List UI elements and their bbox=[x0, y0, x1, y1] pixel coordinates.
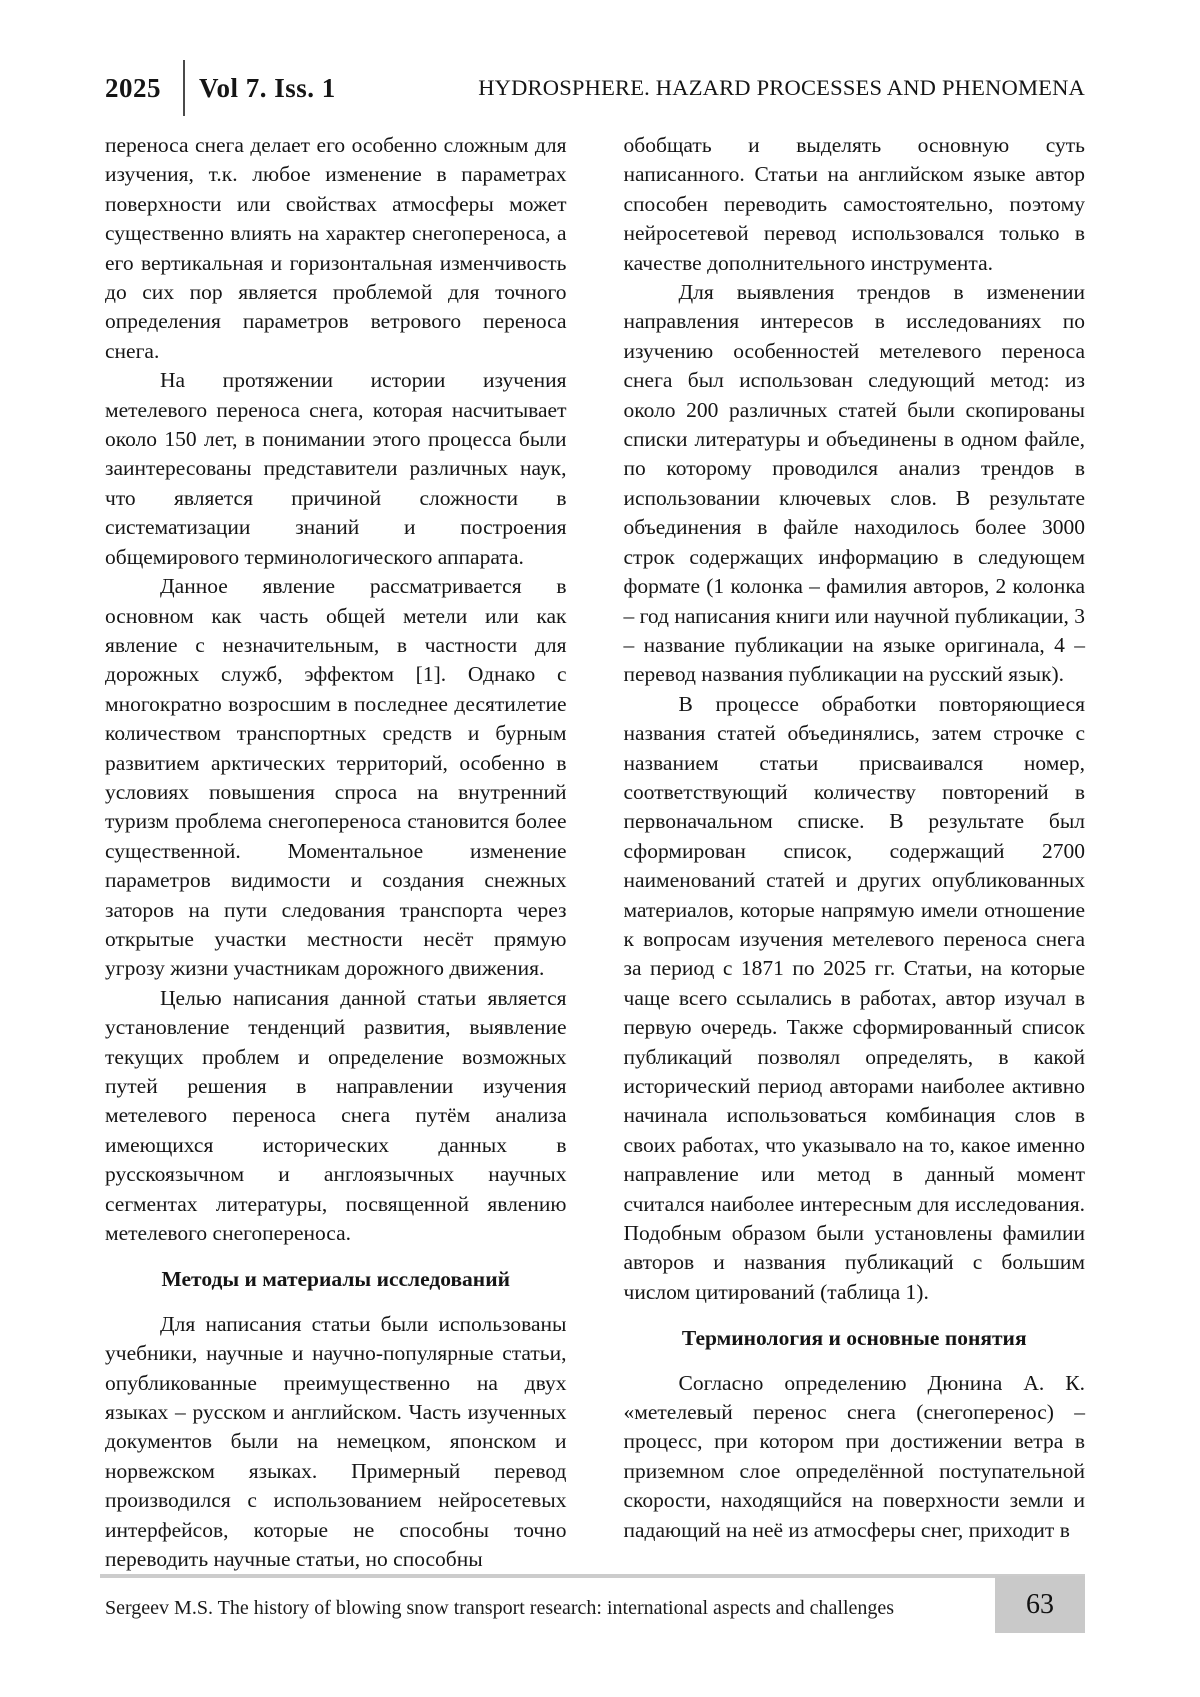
section-heading-terminology: Терминология и основные понятия bbox=[681, 1326, 1027, 1351]
page-number: 63 bbox=[1026, 1588, 1054, 1620]
article-body bbox=[105, 131, 1085, 1575]
page-header bbox=[105, 66, 1085, 110]
footer-rule bbox=[100, 1574, 1085, 1578]
paragraph: обобщать и выделять основную суть написанного. Статьи на английском языке автор способен переводить самостоятельно, поэтому нейросетевой перевод использовался только в качестве дополнительного инструмента. bbox=[623, 133, 1085, 275]
paragraph: Для написания статьи были использованы учебники, научные и научно-популярные статьи, опубликованные преимущественно на двух языках – русском и английском. Часть изученных документов были на немецком, японском и норвежском языках. Примерный перевод производился с использованием нейросетевых интерфейсов, которые не способны точно переводить научные статьи, но способны bbox=[105, 1311, 567, 1572]
header-journal-title: HYDROSPHERE. HAZARD PROCESSES AND PHENOMENA bbox=[478, 75, 1085, 100]
paragraph: В процессе обработки повторяющиеся названия статей объединялись, затем строчке с названием статьи присваивался номер, соответствующий количеству повторений в первоначальном списке. В результате был сформирован список, содержащий 2700 наименований статей и других опубликованных материалов, которые напрямую имели отношение к вопросам изучения метелевого переноса снега за период с 1871 по 2025 гг. Статьи, на которые чаще всего ссылались в работах, автор изучал в первую очередь. Также сформированный список публикаций позволял определять, в какой исторический период авторами наиболее активно начинала использоваться комбинация слов в своих работах, что указывало на то, какое именно направление или метод в данный момент считался наиболее интересным для исследования. Подобным образом были установлены фамилии авторов и названия публикаций с большим числом цитирований (таблица 1). bbox=[623, 691, 1085, 1304]
footer-citation: Sergeev M.S. The history of blowing snow transport research: international aspects and challenges bbox=[105, 1597, 895, 1619]
paragraph: Целью написания данной статьи является установление тенденций развития, выявление текущих проблем и определение возможных путей решения в направлении изучения метелевого переноса снега путём анализа имеющихся исторических данных в русскоязычном и англоязычных научных сегментах литературы, посвященной явлению метелевого снегопереноса. bbox=[105, 985, 567, 1246]
header-volume-issue: Vol 7. Iss. 1 bbox=[199, 72, 336, 103]
page-number-box bbox=[995, 1576, 1085, 1633]
left-column bbox=[105, 131, 567, 1575]
right-column bbox=[624, 131, 1086, 1575]
paragraph: Для выявления трендов в изменении направления интересов в исследованиях по изучению особенностей метелевого переноса снега был использован следующий метод: из около 200 различных статей были скопированы списки литературы и объединены в одном файле, по которому проводился анализ трендов в использовании ключевых слов. В результате объединения в файле находилось более 3000 строк содержащих информацию в следующем формате (1 колонка – фамилия авторов, 2 колонка – год написания книги или научной публикации, 3 – название публикации на языке оригинала, 4 – перевод названия публикации на русский язык). bbox=[623, 280, 1085, 687]
header-divider bbox=[183, 60, 185, 116]
paragraph: переноса снега делает его особенно сложным для изучения, т.к. любое изменение в параметрах поверхности или свойствах атмосферы может существенно влиять на характер снегопереноса, а его вертикальная и горизонтальная изменчивость до сих пор является проблемой для точного определения параметров ветрового переноса снега. bbox=[105, 133, 567, 363]
section-heading-methods: Методы и материалы исследований bbox=[161, 1267, 510, 1292]
paragraph: На протяжении истории изучения метелевого переноса снега, которая насчитывает около 150 лет, в понимании этого процесса были заинтересованы представители различных наук, что является причиной сложности в систематизации знаний и построения общемирового терминологического аппарата. bbox=[105, 368, 567, 569]
paragraph: Согласно определению Дюнина А. К. «метелевый перенос снега (снегоперенос) – процесс, при котором при достижении ветра в приземном слое определённой поступательной скорости, находящийся на поверхности земли и падающий на неё из атмосферы снег, приходит в bbox=[623, 1370, 1085, 1542]
paragraph: Данное явление рассматривается в основном как часть общей метели или как явление с незначительным, в частности для дорожных служб, эффектом [1]. Однако с многократно возросшим в последнее десятилетие количеством транспортных средств и бурным развитием арктических территорий, особенно в условиях повышения спроса на внутренний туризм проблема снегопереноса становится более существенной. Моментальное изменение параметров видимости и создания снежных заторов на пути следования транспорта через открытые участки местности несёт прямую угрозу жизни участникам дорожного движения. bbox=[105, 574, 567, 981]
header-year: 2025 bbox=[105, 72, 161, 103]
